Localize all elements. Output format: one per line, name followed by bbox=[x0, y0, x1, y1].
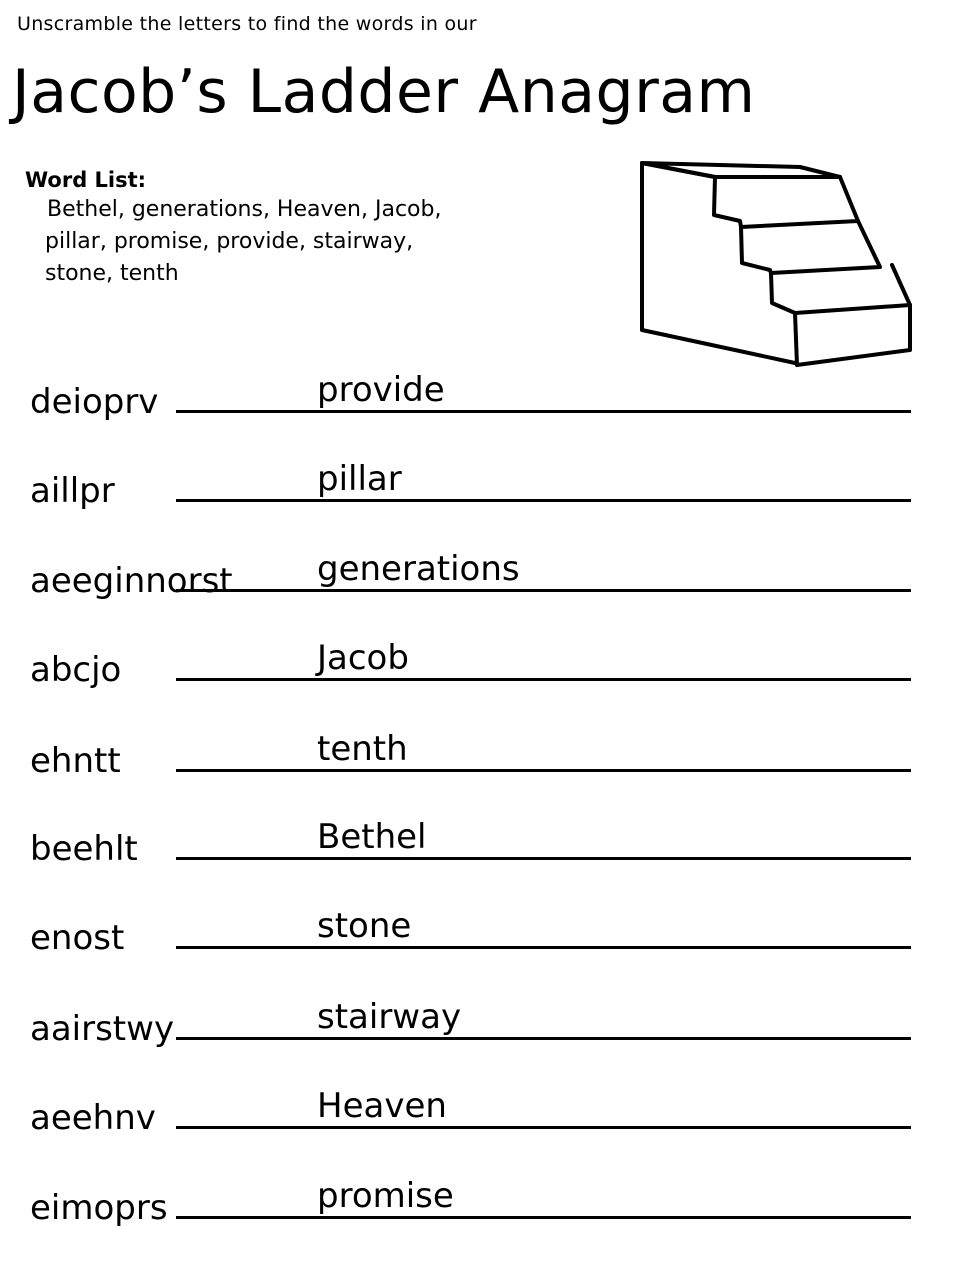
scrambled-word: deioprv bbox=[30, 382, 159, 422]
answer-line bbox=[176, 946, 911, 949]
answer-line bbox=[176, 769, 911, 772]
answer-text[interactable]: Jacob bbox=[317, 638, 409, 678]
answer-text[interactable]: tenth bbox=[317, 729, 408, 769]
scrambled-word: aeehnv bbox=[30, 1098, 156, 1138]
scrambled-word: beehlt bbox=[30, 829, 138, 869]
answer-line bbox=[176, 589, 911, 592]
answer-line bbox=[176, 1126, 911, 1129]
word-list bbox=[25, 168, 441, 290]
answer-line bbox=[176, 499, 911, 502]
puzzle-row bbox=[0, 817, 958, 877]
word-list-heading: Word List: bbox=[25, 168, 147, 192]
scrambled-word: ehntt bbox=[30, 741, 121, 781]
answer-line bbox=[176, 410, 911, 413]
answer-text[interactable]: pillar bbox=[317, 459, 402, 499]
page-title: Jacob’s Ladder Anagram bbox=[12, 57, 756, 127]
puzzle-row bbox=[0, 638, 958, 698]
scrambled-word: aeeginnorst bbox=[30, 561, 233, 601]
answer-text[interactable]: promise bbox=[317, 1176, 454, 1216]
word-list-line: stone, tenth bbox=[45, 261, 179, 286]
scrambled-word: enost bbox=[30, 918, 125, 958]
puzzle-row bbox=[0, 459, 958, 519]
scrambled-word: aillpr bbox=[30, 471, 115, 511]
puzzle-row bbox=[0, 1176, 958, 1236]
word-list-line: pillar, promise, provide, stairway, bbox=[45, 229, 414, 254]
answer-text[interactable]: stone bbox=[317, 906, 412, 946]
puzzle-row bbox=[0, 1086, 958, 1146]
answer-text[interactable]: provide bbox=[317, 370, 445, 410]
intro-text: Unscramble the letters to find the words in our bbox=[17, 13, 477, 35]
answer-text[interactable]: generations bbox=[317, 549, 520, 589]
puzzle-row bbox=[0, 549, 958, 609]
puzzle-row bbox=[0, 370, 958, 430]
answer-text[interactable]: Bethel bbox=[317, 817, 427, 857]
word-list-line: Bethel, generations, Heaven, Jacob, bbox=[47, 197, 442, 222]
puzzle-row bbox=[0, 906, 958, 966]
answer-text[interactable]: stairway bbox=[317, 997, 462, 1037]
answer-line bbox=[176, 678, 911, 681]
answer-line bbox=[176, 857, 911, 860]
answer-line bbox=[176, 1216, 911, 1219]
puzzle-row bbox=[0, 997, 958, 1057]
answer-text[interactable]: Heaven bbox=[317, 1086, 447, 1126]
stairs-icon bbox=[630, 155, 920, 375]
answer-line bbox=[176, 1037, 911, 1040]
scrambled-word: abcjo bbox=[30, 650, 122, 690]
scrambled-word: aairstwy bbox=[30, 1009, 175, 1049]
puzzle-row bbox=[0, 729, 958, 789]
scrambled-word: eimoprs bbox=[30, 1188, 168, 1228]
